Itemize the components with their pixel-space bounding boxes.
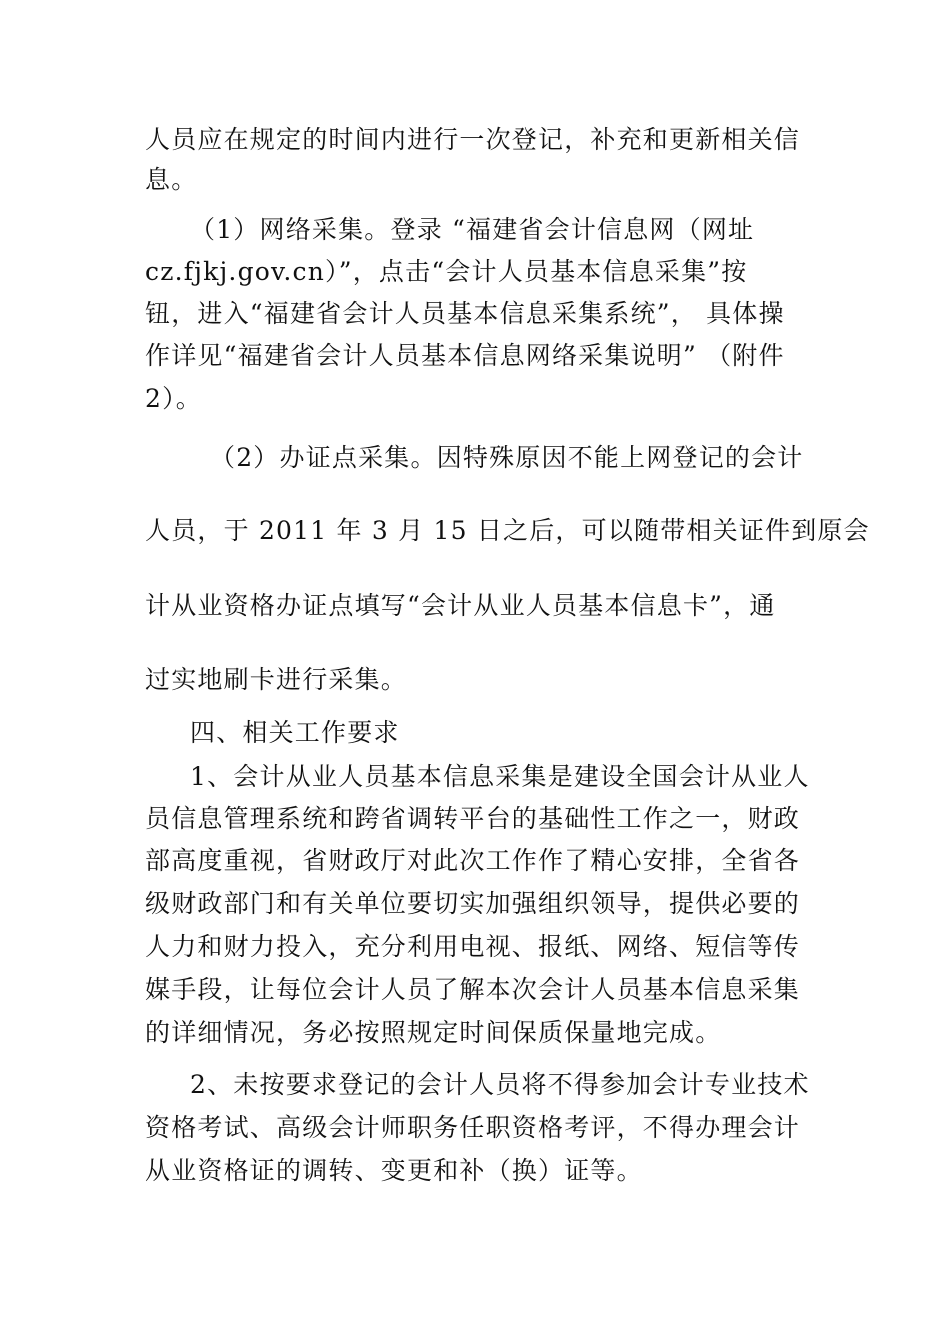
text-line: 级财政部门和有关单位要切实加强组织领导，提供必要的	[145, 889, 801, 918]
text-line: 钮，进入“福建省会计人员基本信息采集系统”， 具体操	[145, 299, 785, 328]
text-line: 人员应在规定的时间内进行一次登记，补充和更新相关信	[145, 125, 801, 154]
text-line: 2）。	[145, 384, 203, 413]
text-line: 息。	[145, 165, 198, 194]
text-line: 人力和财力投入，充分利用电视、报纸、网络、短信等传	[145, 932, 801, 961]
text-line: （1）网络采集。登录 “福建省会计信息网（网址	[190, 215, 755, 244]
text-line: 人员，于 2011 年 3 月 15 日之后，可以随带相关证件到原会	[145, 516, 870, 545]
text-line: （2）办证点采集。因特殊原因不能上网登记的会计	[210, 443, 804, 472]
text-line: 作详见“福建省会计人员基本信息网络采集说明” （附件	[145, 341, 785, 370]
text-line: 媒手段，让每位会计人员了解本次会计人员基本信息采集	[145, 975, 801, 1004]
text-line: 资格考试、高级会计师职务任职资格考评，不得办理会计	[145, 1113, 801, 1142]
text-line: 计从业资格办证点填写“会计从业人员基本信息卡”，通	[145, 591, 776, 620]
text-line: 过实地刷卡进行采集。	[145, 665, 408, 694]
text-line: 1、会计从业人员基本信息采集是建设全国会计从业人	[190, 762, 810, 791]
text-line: 员信息管理系统和跨省调转平台的基础性工作之一，财政	[145, 804, 801, 833]
text-line: 的详细情况，务必按照规定时间保质保量地完成。	[145, 1018, 722, 1047]
section-heading: 四、相关工作要求	[190, 718, 400, 747]
text-line: 部高度重视，省财政厅对此次工作作了精心安排，全省各	[145, 846, 801, 875]
text-line: 2、未按要求登记的会计人员将不得参加会计专业技术	[190, 1070, 810, 1099]
text-line: 从业资格证的调转、变更和补（换）证等。	[145, 1156, 643, 1185]
text-line: cz.fjkj.gov.cn）”，点击“会计人员基本信息采集”按	[145, 257, 748, 286]
